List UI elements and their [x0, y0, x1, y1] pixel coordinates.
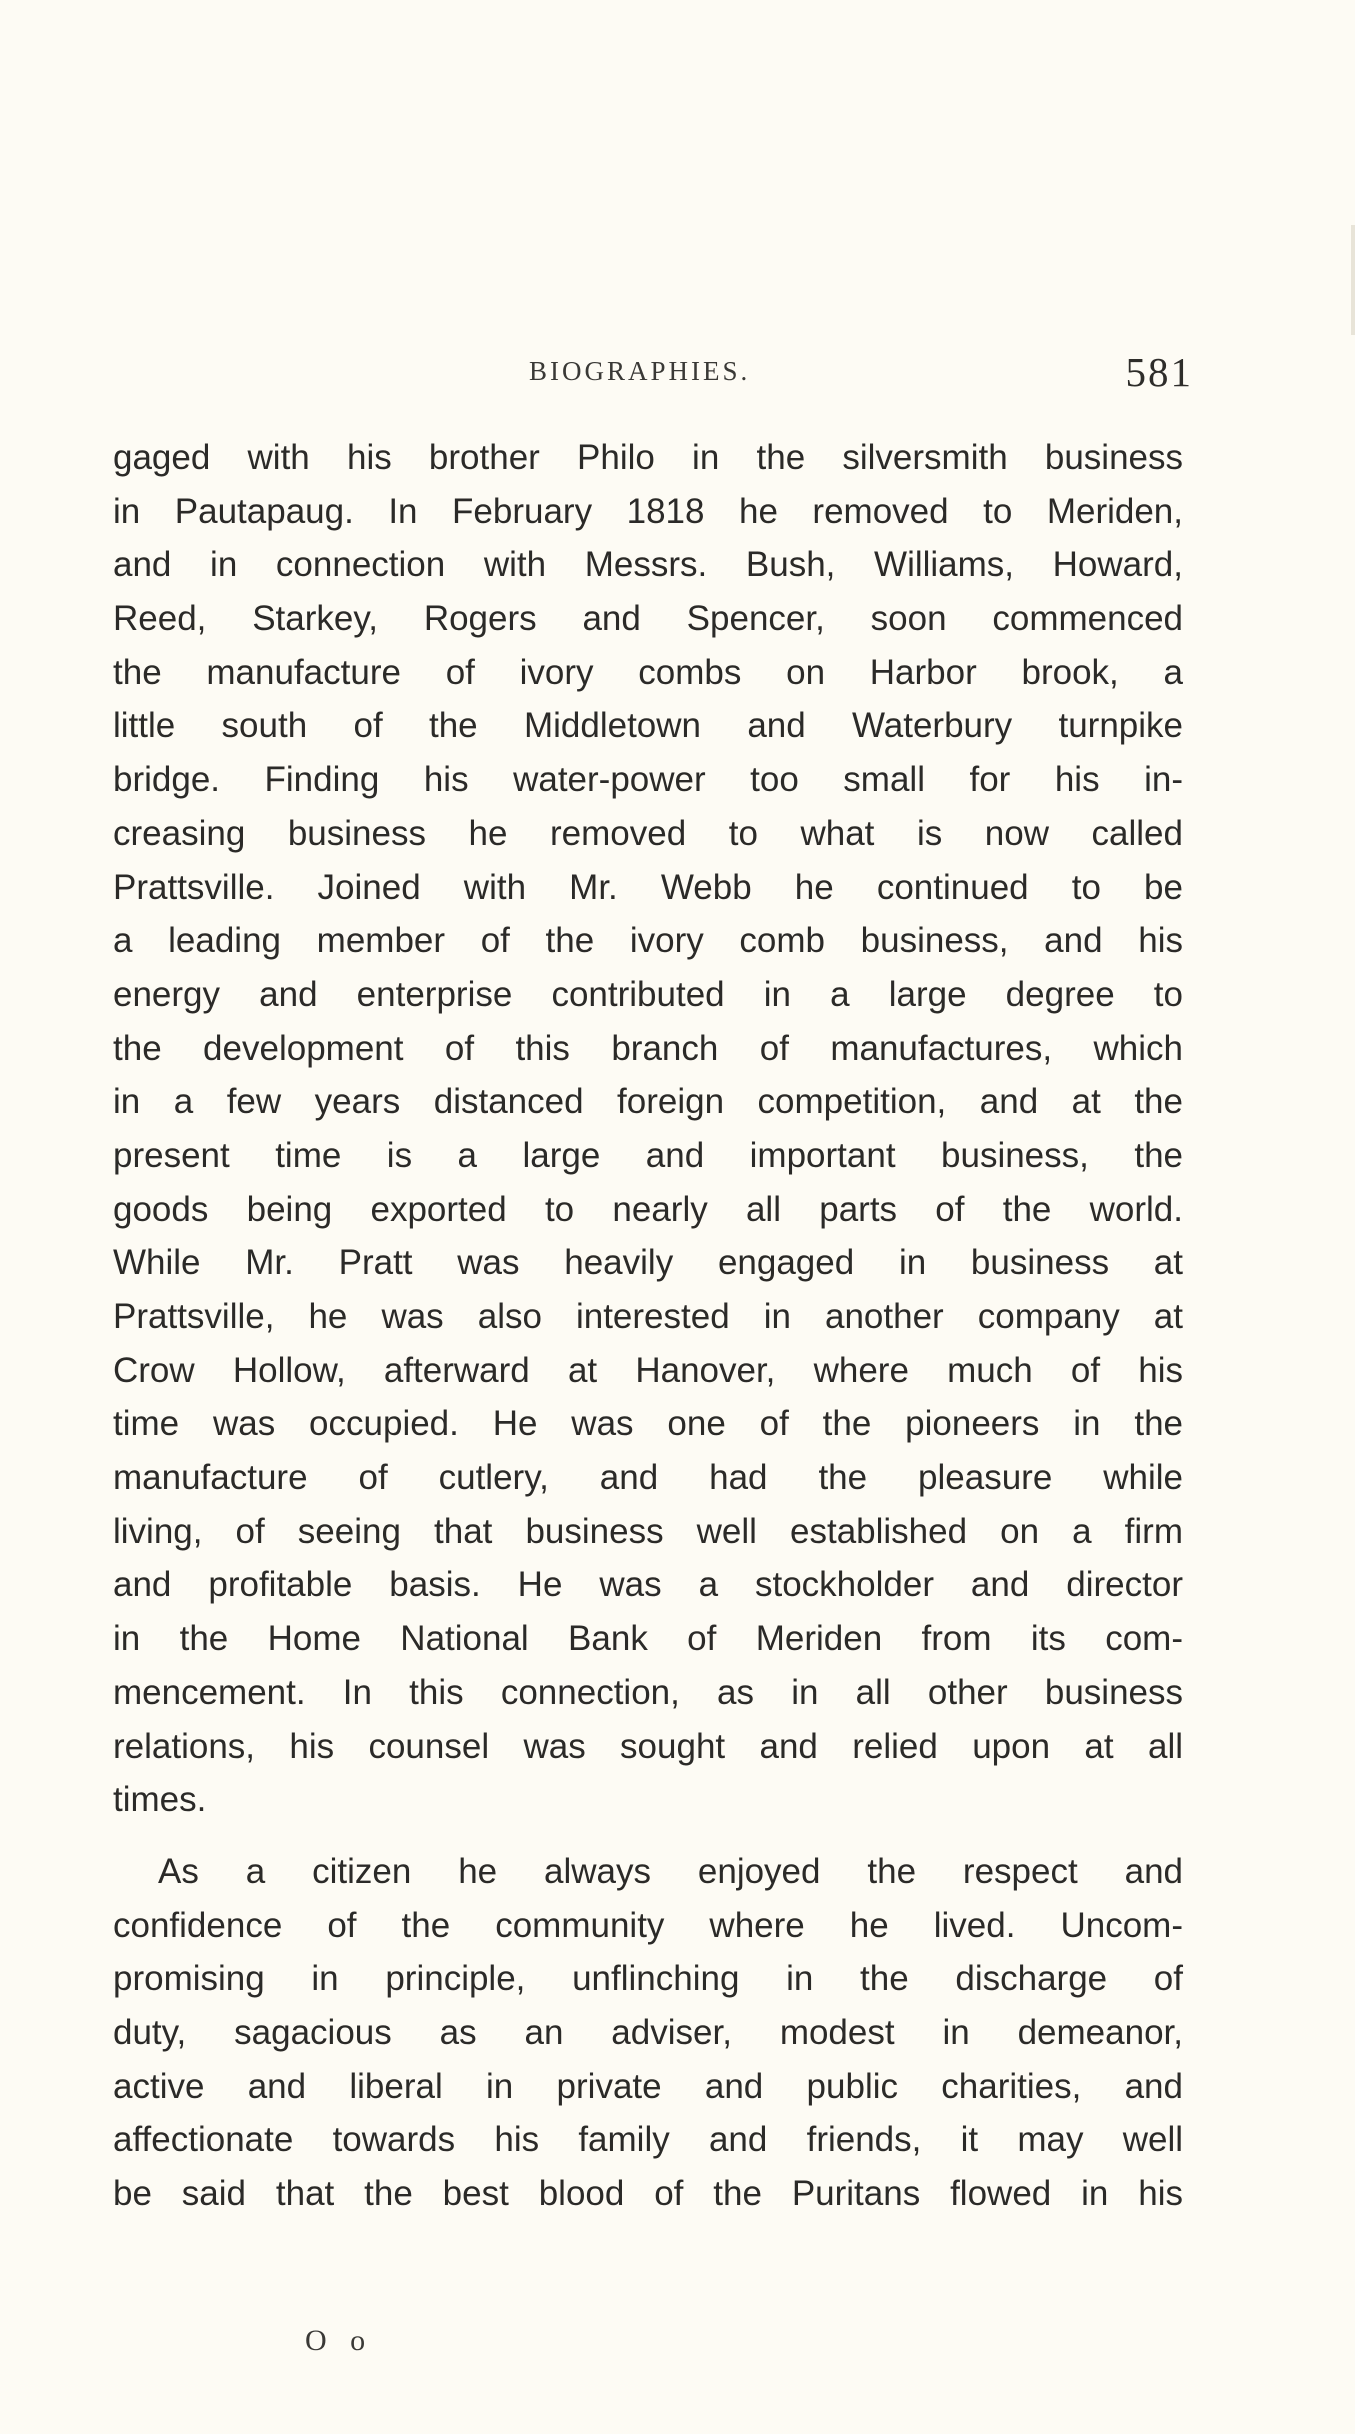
text-line: goods being exported to nearly all parts of the world. [113, 1189, 1183, 1229]
paragraph-gap [113, 1827, 1183, 1845]
text-line: present time is a large and important business, the [113, 1135, 1183, 1175]
text-line: time was occupied. He was one of the pioneers in the [113, 1404, 1183, 1444]
text-line: little south of the Middletown and Waterbury turnpike [113, 706, 1183, 746]
page-number: 581 [1125, 349, 1193, 395]
running-title: BIOGRAPHIES. [529, 356, 751, 386]
text-line: confidence of the community where he lived. Uncom- [113, 1905, 1183, 1945]
page-edge-shadow [1351, 225, 1355, 335]
text-line: be said that the best blood of the Puritans flowed in his [113, 2174, 1183, 2213]
signature-mark: O o [305, 2324, 374, 2357]
text-line: the manufacture of ivory combs on Harbor brook, a [113, 652, 1183, 692]
text-line: and profitable basis. He was a stockholder and director [113, 1565, 1183, 1605]
text-line: in the Home National Bank of Meriden from its com- [113, 1619, 1183, 1659]
text-line: promising in principle, unflinching in the discharge of [113, 1959, 1183, 1999]
text-line: mencement. In this connection, as in all other business [113, 1672, 1183, 1712]
text-line: bridge. Finding his water-power too small for his in- [113, 760, 1183, 800]
running-head [113, 348, 1193, 408]
text-line: a leading member of the ivory comb business, and his [113, 921, 1183, 961]
text-line: the development of this branch of manufactures, which [113, 1028, 1183, 1068]
text-line: living, of seeing that business well established on a firm [113, 1511, 1183, 1551]
body-text [113, 431, 1183, 2221]
text-line: and in connection with Messrs. Bush, Williams, Howard, [113, 545, 1183, 585]
text-line: creasing business he removed to what is now called [113, 813, 1183, 853]
paragraph-1 [113, 431, 1183, 1827]
text-line: As a citizen he always enjoyed the respect and [158, 1851, 1183, 1891]
text-line: Prattsville, he was also interested in another company at [113, 1297, 1183, 1336]
text-line: energy and enterprise contributed in a large degree to [113, 974, 1183, 1014]
text-line: duty, sagacious as an adviser, modest in demeanor, [113, 2012, 1183, 2052]
text-line: active and liberal in private and public charities, and [113, 2066, 1183, 2106]
text-line: Crow Hollow, afterward at Hanover, where much of his [113, 1350, 1183, 1390]
text-line: in Pautapaug. In February 1818 he removed to Meriden, [113, 491, 1183, 531]
text-line: While Mr. Pratt was heavily engaged in business at [113, 1243, 1183, 1283]
text-line: Prattsville. Joined with Mr. Webb he continued to be [113, 867, 1183, 907]
text-line: relations, his counsel was sought and relied upon at all [113, 1726, 1183, 1766]
text-line: Reed, Starkey, Rogers and Spencer, soon commenced [113, 599, 1183, 639]
text-line: times. [113, 1780, 207, 1820]
text-line: manufacture of cutlery, and had the pleasure while [113, 1458, 1183, 1498]
text-line: gaged with his brother Philo in the silversmith business [113, 438, 1183, 477]
text-line: affectionate towards his family and friends, it may well [113, 2120, 1183, 2160]
text-line: in a few years distanced foreign competition, and at the [113, 1082, 1183, 1122]
paragraph-2 [113, 1845, 1183, 2221]
